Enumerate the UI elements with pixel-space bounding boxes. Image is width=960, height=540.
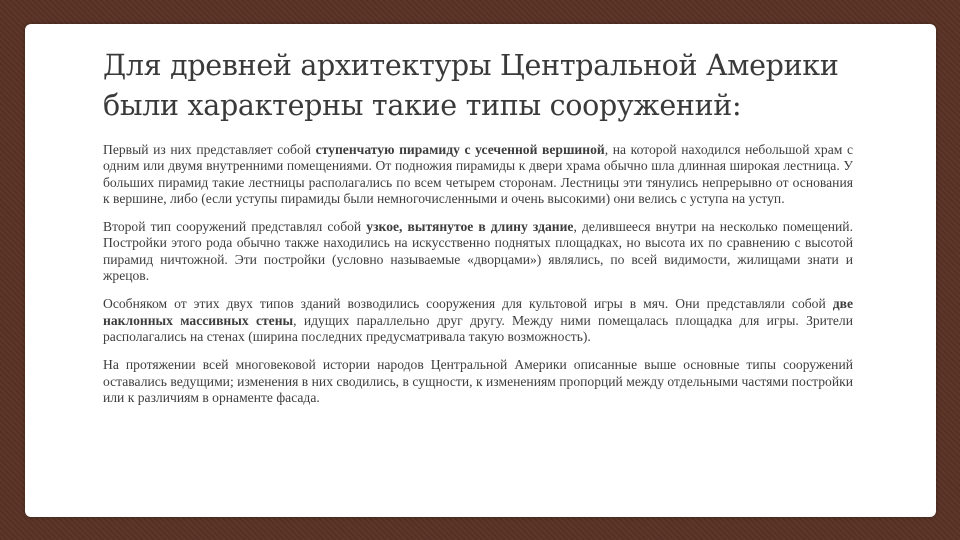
paragraph-1 <box>103 142 853 207</box>
paragraph-2-emphasis: узкое, вытянутое в длину здание <box>366 219 574 235</box>
paragraph-4 <box>103 357 853 406</box>
paragraph-1-text-end: , на которой находился небольшой храм с одним или двумя внутренними помещениями. От подножия пирамиды к двери храма обычно шла длинная широкая лестница. У больших пирамид такие лестницы располагались по всем четырем сторонам. Лестницы эти тянулись непрерывно от основания к вершине, либо (если уступы пирамиды были немногочисленными и очень высокими) они велись с уступа на уступ. <box>103 142 853 206</box>
paragraph-2-text-end: , делившееся внутри на несколько помещений. Постройки этого рода обычно также находились на искусственно поднятых площадках, но высота их по сравнению с высотой пирамид ничтожной. Эти постройки (условно называемые «дворцами») являлись, по всей видимости, жилищами знати и жрецов. <box>103 219 853 284</box>
slide-card <box>25 24 936 517</box>
slide-title: Для древней архитектуры Центральной Америки были характерны такие типы сооружений: <box>103 49 839 122</box>
paragraph-2 <box>103 219 853 284</box>
paragraph-2-text: Второй тип сооружений представлял собой <box>103 219 367 235</box>
paragraph-1-text: Первый из них представляет собой <box>103 142 316 157</box>
paragraph-3-text-end: , идущих параллельно друг другу. Между ними помещалась площадка для игры. Зрители располагались на стенах (ширина последних предусматривала такую возможность). <box>103 312 853 344</box>
paragraph-3-emphasis: две наклонных массивных стены <box>103 296 853 328</box>
paragraph-3 <box>103 296 853 345</box>
paragraph-3-text: Особняком от этих двух типов зданий возводились сооружения для культовой игры в мяч. Они представляли собой <box>103 296 833 312</box>
slide-body <box>103 142 853 418</box>
paragraph-1-emphasis: ступенчатую пирамиду с усеченной вершиной <box>315 142 605 157</box>
paragraph-4-text: На протяжении всей многовековой истории народов Центральной Америки описанные выше основные типы сооружений оставались ведущими; изменения в них сводились, в сущности, к изменениям пропорций между отдельными частями постройки или к различиям в орнаменте фасада. <box>103 357 853 405</box>
